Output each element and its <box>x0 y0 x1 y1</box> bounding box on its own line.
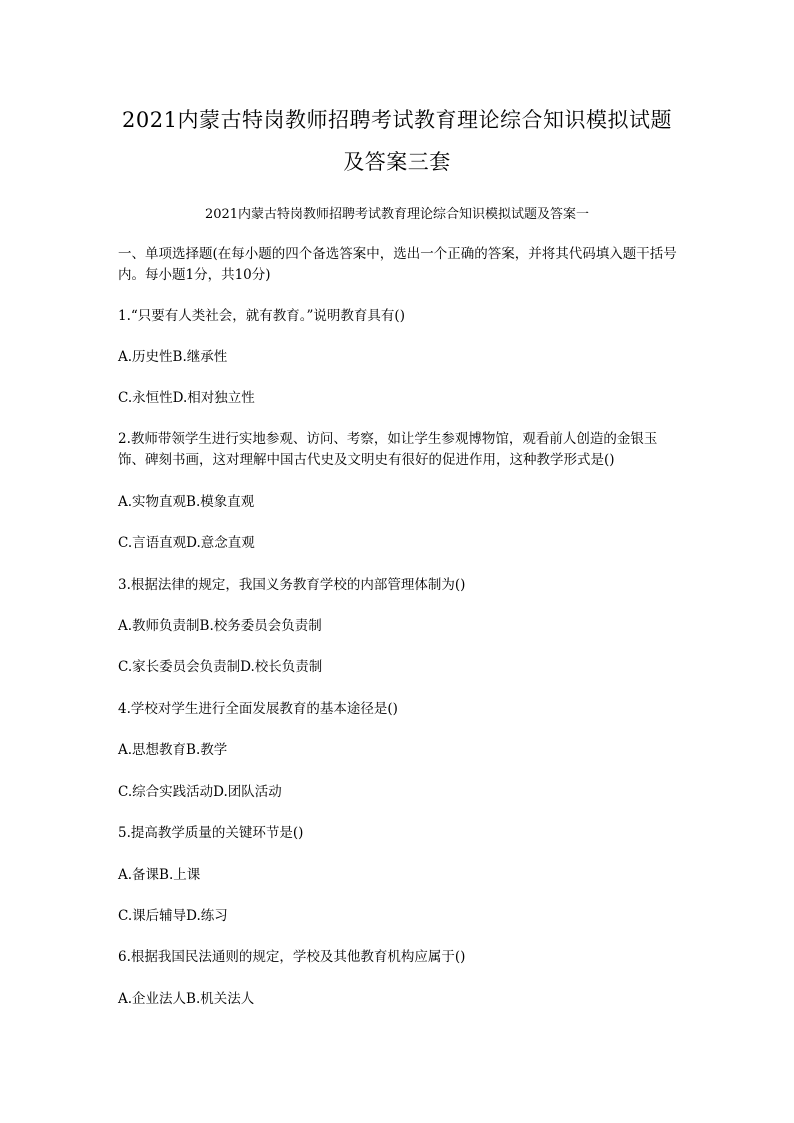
question-options: C.家长委员会负责制D.校长负责制 <box>118 659 323 675</box>
question-options: A.备课B.上课 <box>118 867 201 883</box>
document-title-line1: 2021内蒙古特岗教师招聘考试教育理论综合知识模拟试题 <box>122 108 672 132</box>
question-options: C.永恒性D.相对独立性 <box>118 390 255 406</box>
question-stem: 2.教师带领学生进行实地参观、访问、考察，如让学生参观博物馆，观看前人创造的金银玉饰、碑刻书画，这对理解中国古代史及文明史有很好的促进作用，这种教学形式是() <box>118 431 658 468</box>
question-options: A.企业法人B.机关法人 <box>118 991 255 1007</box>
question-stem: 5.提高教学质量的关键环节是() <box>118 825 304 841</box>
question-options: A.教师负责制B.校务委员会负责制 <box>118 618 322 634</box>
question-stem: 3.根据法律的规定，我国义务教育学校的内部管理体制为() <box>118 577 466 593</box>
section-heading: 一、单项选择题(在每小题的四个备选答案中，选出一个正确的答案，并将其代码填入题干括号内。每小题1分，共10分) <box>118 246 677 283</box>
question-options: C.综合实践活动D.团队活动 <box>118 784 282 800</box>
question-options: C.课后辅导D.练习 <box>118 908 228 924</box>
question-stem: 1.“只要有人类社会，就有教育。”说明教育具有() <box>118 308 405 324</box>
document-title-line2: 及答案三套 <box>343 150 451 174</box>
question-options: A.思想教育B.教学 <box>118 742 228 758</box>
question-options: A.实物直观B.模象直观 <box>118 494 255 510</box>
question-stem: 4.学校对学生进行全面发展教育的基本途径是() <box>118 701 398 717</box>
question-stem: 6.根据我国民法通则的规定，学校及其他教育机构应属于() <box>118 949 466 965</box>
document-subtitle: 2021内蒙古特岗教师招聘考试教育理论综合知识模拟试题及答案一 <box>204 207 590 222</box>
question-options: A.历史性B.继承性 <box>118 349 228 365</box>
question-options: C.言语直观D.意念直观 <box>118 535 255 551</box>
